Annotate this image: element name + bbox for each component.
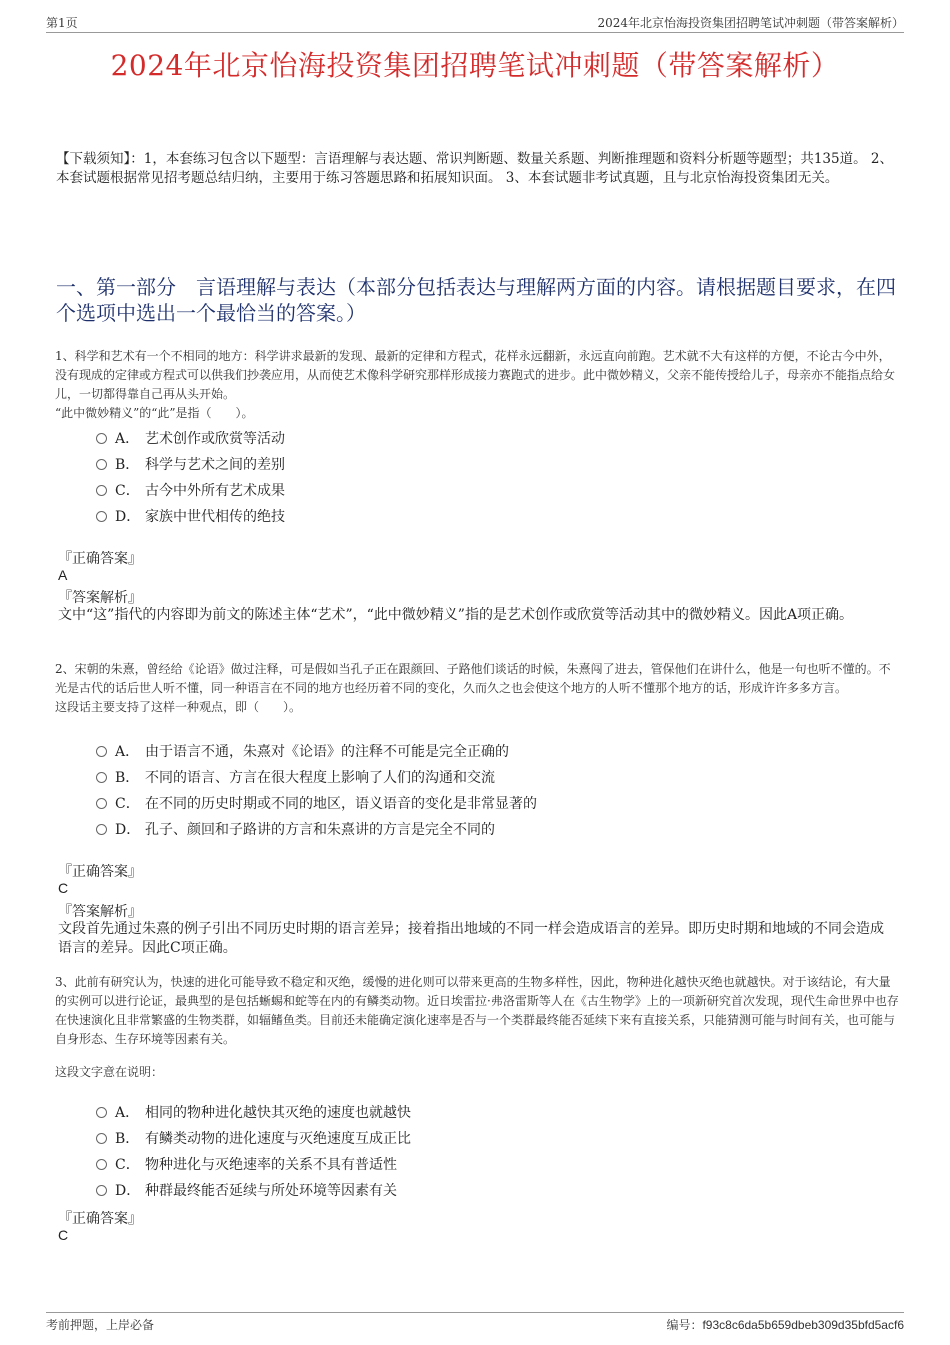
question-3-text: 3、此前有研究认为，快速的进化可能导致不稳定和灭绝，缓慢的进化则可以带来更高的生物多样性，因此，物种进化越快灭绝也就越快。对于该结论，有大量的实例可以进行论证，最典型的是包括蜥蜴和蛇等在内的有鳞类动物。近日埃雷拉·弗洛雷斯等人在《古生物学》上的一项新研究首次发现，现代生命世界中也存在快速演化且非常繁盛的生物类群，如辐鳍鱼类。目前还未能确定演化速率是否与一个类群最终能否延续下来有直接关系，只能猜测可能与时间有关，也可能与自身形态、生存环境等因素有关。 [55, 975, 899, 1046]
question-1-option-b[interactable]: B． 科学与艺术之间的差别 [96, 453, 696, 479]
question-1-option-d[interactable]: D． 家族中世代相传的绝技 [96, 505, 696, 531]
radio-icon[interactable] [96, 798, 107, 809]
section-heading: 一、第一部分 言语理解与表达（本部分包括表达与理解两方面的内容。请根据题目要求，在四个选项中选出一个最恰当的答案。） [56, 275, 896, 325]
question-2-prompt: 这段话主要支持了这样一种观点，即（ ）。 [55, 700, 302, 714]
question-2-option-b[interactable]: B． 不同的语言、方言在很大程度上影响了人们的沟通和交流 [96, 766, 696, 792]
question-2-option-d[interactable]: D． 孔子、颜回和子路讲的方言和朱熹讲的方言是完全不同的 [96, 818, 696, 844]
footer-code [666, 1316, 904, 1333]
question-1-answer: A [58, 567, 68, 583]
radio-icon[interactable] [96, 1185, 107, 1196]
radio-icon[interactable] [96, 746, 107, 757]
question-1-answer-label: 『正确答案』 [58, 551, 142, 567]
question-3-answer: C [58, 1227, 69, 1243]
footer-code-label: 编号： [666, 1318, 703, 1332]
page-footer [46, 1312, 904, 1333]
question-3-option-b[interactable]: B． 有鳞类动物的进化速度与灭绝速度互成正比 [96, 1127, 696, 1153]
question-3-option-a[interactable]: A． 相同的物种进化越快其灭绝的速度也就越快 [96, 1101, 696, 1127]
question-2-option-c[interactable]: C． 在不同的历史时期或不同的地区，语义语音的变化是非常显著的 [96, 792, 696, 818]
question-1-stem [55, 347, 900, 423]
footer-slogan: 考前押题，上岸必备 [46, 1318, 155, 1332]
question-3-stem [55, 973, 900, 1082]
radio-icon[interactable] [96, 1159, 107, 1170]
radio-icon[interactable] [96, 1107, 107, 1118]
radio-icon[interactable] [96, 1133, 107, 1144]
document-title: 2024年北京怡海投资集团招聘笔试冲刺题（带答案解析） [110, 49, 840, 82]
question-3-option-c[interactable]: C． 物种进化与灭绝速率的关系不具有普适性 [96, 1153, 696, 1179]
question-3-options [96, 1101, 696, 1205]
question-1-option-a[interactable]: A． 艺术创作或欣赏等活动 [96, 427, 696, 453]
radio-icon[interactable] [96, 459, 107, 470]
question-1-prompt: “此中微妙精义”的“此”是指（ ）。 [55, 406, 254, 420]
question-2-answer: C [58, 880, 69, 896]
question-1-text: 1、科学和艺术有一个不相同的地方：科学讲求最新的发现、最新的定律和方程式，花样永远翻新，永远直向前跑。艺术就不大有这样的方便，不论古今中外，没有现成的定律或方程式可以供我们抄袭应用，从而使艺术像科学研究那样形成接力赛跑式的进步。此中微妙精义，父亲不能传授给儿子，母亲亦不能指点给女儿，一切都得靠自己再从头开始。 [55, 349, 896, 401]
question-2-text: 2、宋朝的朱熹，曾经给《论语》做过注释，可是假如当孔子正在跟颜回、子路他们谈话的时候，朱熹闯了进去，管保他们在讲什么，他是一句也听不懂的。不光是古代的话后世人听不懂，同一种语言在不同的地方也经历着不同的变化，久而久之也会使这个地方的人听不懂那个地方的话，形成许许多多方言。 [55, 662, 891, 695]
radio-icon[interactable] [96, 433, 107, 444]
radio-icon[interactable] [96, 511, 107, 522]
header-doc-title: 2024年北京怡海投资集团招聘笔试冲刺题（带答案解析） [597, 16, 904, 30]
question-1-option-c[interactable]: C． 古今中外所有艺术成果 [96, 479, 696, 505]
question-2-answer-label: 『正确答案』 [58, 864, 142, 880]
radio-icon[interactable] [96, 772, 107, 783]
question-3-prompt: 这段文字意在说明： [55, 1065, 164, 1079]
question-2-options [96, 740, 696, 844]
question-1-options [96, 427, 696, 531]
download-notice: 【下载须知】：1，本套练习包含以下题型：言语理解与表达题、常识判断题、数量关系题、判断推理题和资料分析题等题型；共135道。 2、本套试题根据常见招考题总结归纳，主要用于练习答题思路和拓展知识面。 3、本套试题非考试真题，且与北京怡海投资集团无关。 [56, 151, 893, 186]
question-1-explain-label: 『答案解析』 [58, 590, 142, 606]
page-number: 第1页 [46, 16, 78, 30]
radio-icon[interactable] [96, 485, 107, 496]
question-2-explanation: 文段首先通过朱熹的例子引出不同历史时期的语言差异；接着指出地域的不同一样会造成语言的差异。即历史时期和地域的不同会造成语言的差异。因此C项正确。 [58, 921, 884, 956]
question-2-stem [55, 660, 900, 717]
radio-icon[interactable] [96, 824, 107, 835]
question-3-option-d[interactable]: D． 种群最终能否延续与所处环境等因素有关 [96, 1179, 696, 1205]
footer-code-value: f93c8c6da5b659dbeb309d35bfd5acf6 [702, 1318, 904, 1332]
question-2-explain-label: 『答案解析』 [58, 904, 142, 920]
question-3-answer-label: 『正确答案』 [58, 1211, 142, 1227]
question-1-explanation: 文中“这”指代的内容即为前文的陈述主体“艺术”，“此中微妙精义”指的是艺术创作或欣赏等活动其中的微妙精义。因此A项正确。 [58, 607, 854, 623]
question-2-option-a[interactable]: A． 由于语言不通，朱熹对《论语》的注释不可能是完全正确的 [96, 740, 696, 766]
page-header [46, 14, 904, 33]
